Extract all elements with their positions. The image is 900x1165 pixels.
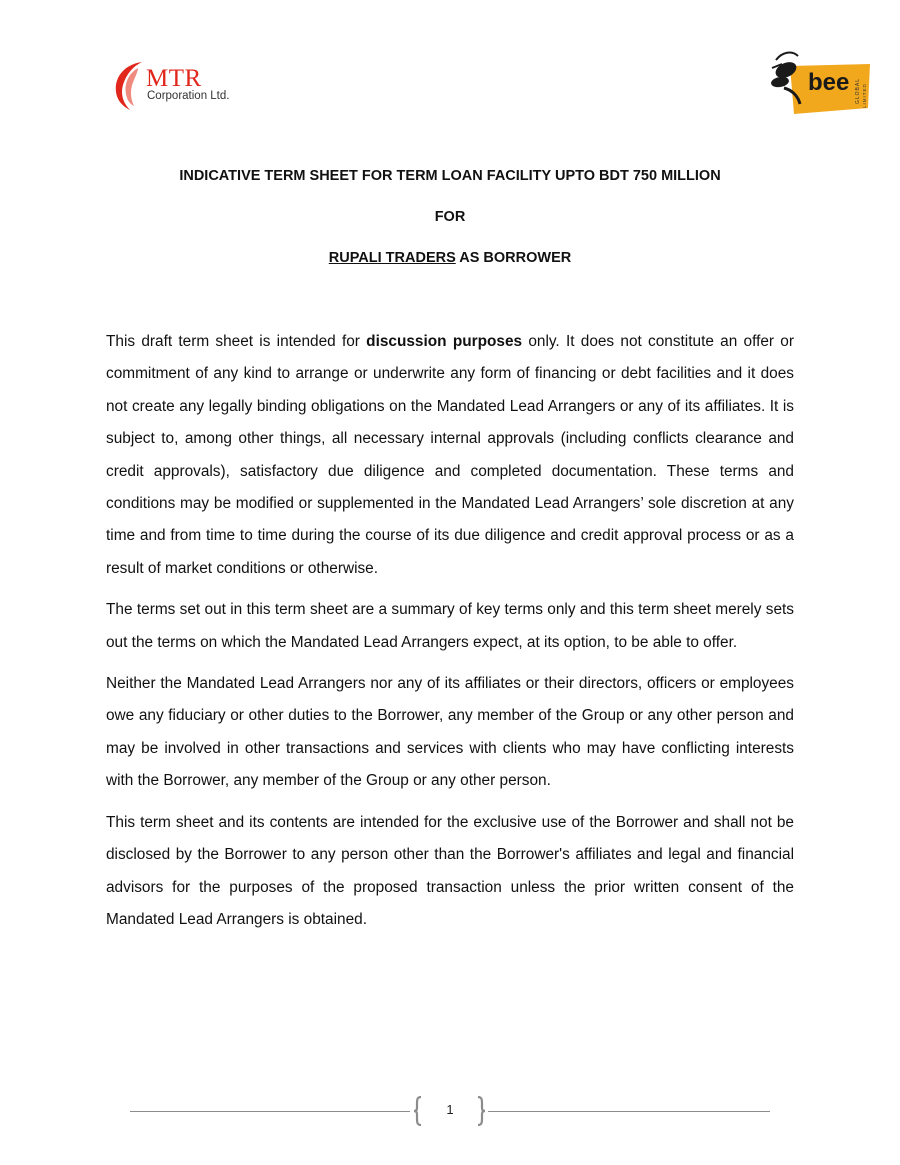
footer-rule-right <box>488 1111 770 1112</box>
paragraph-text: only. It does not constitute an offer or commitment of any kind to arrange or underwrite any form of financing or debt facilities and it does not create any legally binding obligations on the Mandated Lead Arrangers or any of its affiliates. It is subject to, among other things, all necessary internal approvals (including conflicts clearance and credit approvals), satisfactory due diligence and completed documentation. These terms and conditions may be modified or supplemented in the Mandated Lead Arrangers’ sole discretion at any time and from time to time during the course of its due diligence and credit approval process or as a result of market conditions or otherwise. <box>106 333 794 577</box>
document-title-for: FOR <box>434 209 466 225</box>
page-number: 1 <box>446 1102 454 1117</box>
mtr-logo <box>112 58 262 114</box>
document-title: INDICATIVE TERM SHEET FOR TERM LOAN FACILITY UPTO BDT 750 MILLION <box>179 168 721 184</box>
bee-logo-global: GLOBAL <box>855 77 861 104</box>
bee-logo-limited: LIMITED <box>862 83 867 108</box>
borrower-name: RUPALI TRADERS <box>328 250 456 266</box>
paragraph-text: This draft term sheet is intended for <box>106 333 367 350</box>
paragraph-disclaimer <box>106 326 794 585</box>
left-bracket-icon <box>413 1096 423 1126</box>
document-title-borrower-line <box>0 251 900 266</box>
document-body <box>106 326 794 945</box>
borrower-suffix: AS BORROWER <box>455 250 572 266</box>
mtr-logo-name: MTR <box>146 65 202 92</box>
bee-logo <box>768 48 878 126</box>
right-bracket-icon <box>476 1096 486 1126</box>
paragraph-summary: The terms set out in this term sheet are a summary of key terms only and this term sheet merely sets out the terms on which the Mandated Lead Arrangers expect, at its option, to be able to offer. <box>106 601 794 651</box>
paragraph-confidentiality: This term sheet and its contents are intended for the exclusive use of the Borrower and shall not be disclosed by the Borrower to any person other than the Borrower's affiliates and legal and financial advisors for the purposes of the proposed transaction unless the prior written consent of the Mandated Lead Arrangers is obtained. <box>106 813 794 928</box>
paragraph-emphasis: discussion purposes <box>366 333 523 350</box>
paragraph-duties: Neither the Mandated Lead Arrangers nor any of its affiliates or their directors, officers or employees owe any fiduciary or other duties to the Borrower, any member of the Group or any other person and may be involved in other transactions and services with clients who may have conflicting interests with the Borrower, any member of the Group or any other person. <box>106 675 794 790</box>
bee-logo-name: bee <box>808 69 850 96</box>
mtr-logo-subtitle: Corporation Ltd. <box>147 90 230 102</box>
footer-rule-left <box>130 1111 410 1112</box>
